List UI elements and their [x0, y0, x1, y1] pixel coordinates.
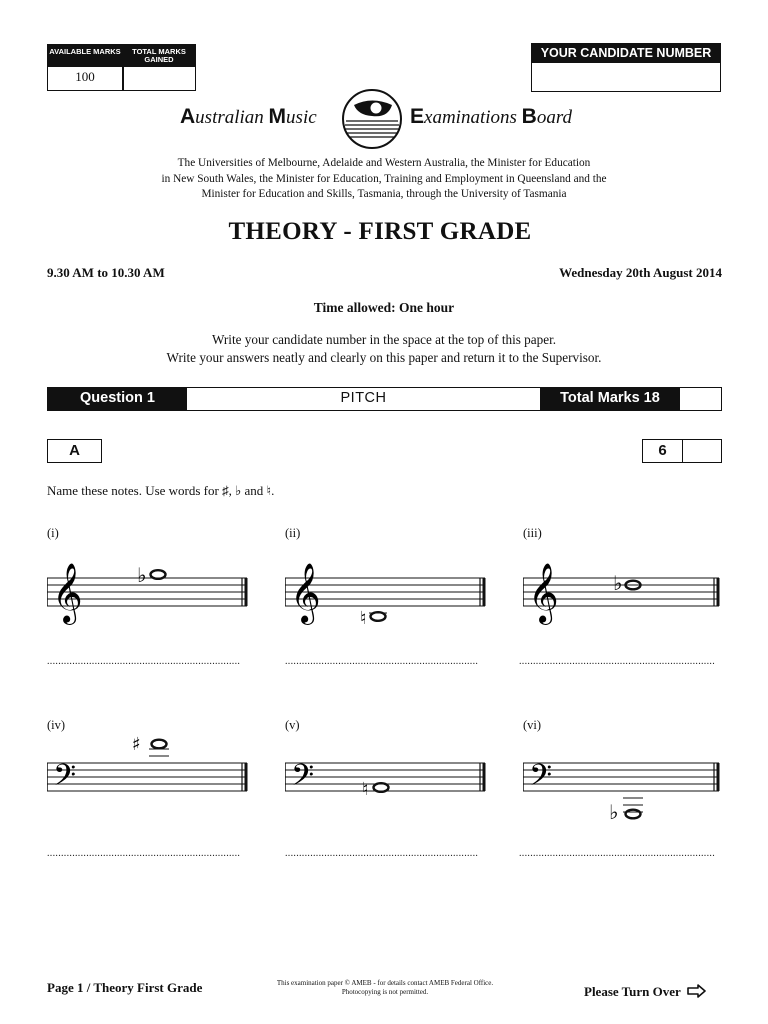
exam-date: Wednesday 20th August 2014 — [559, 265, 722, 280]
note-label-v: (v) — [285, 718, 300, 732]
question-topic: PITCH — [340, 390, 387, 406]
sharp-icon: ♯ — [132, 734, 141, 755]
total-marks-gained-label: TOTAL MARKS GAINED — [123, 45, 195, 67]
footer-page-label: Page 1 / Theory First Grade — [47, 980, 203, 995]
whole-note-icon — [152, 740, 167, 749]
flat-icon: ♭ — [609, 800, 619, 824]
ameb-logo-icon — [340, 88, 404, 150]
bass-clef-icon: 𝄢 — [53, 759, 77, 800]
answer-line-vi[interactable]: ...................................................................... — [519, 848, 715, 859]
whole-note-icon — [626, 810, 641, 819]
candidate-number-label: YOUR CANDIDATE NUMBER — [532, 44, 720, 63]
part-marks-box[interactable] — [642, 439, 722, 463]
question-total-marks: Total Marks 18 — [540, 388, 680, 410]
flat-icon: ♭ — [137, 563, 147, 587]
answer-line-ii[interactable]: ..................................................................... — [285, 656, 479, 667]
part-marks: 6 — [643, 440, 683, 462]
note-label-vi: (vi) — [523, 718, 542, 732]
available-marks-value: 100 — [75, 69, 95, 84]
part-label: A — [47, 439, 102, 463]
ameb-logo-text: Australian Music Examinations Board — [180, 105, 573, 128]
exam-title: THEORY - FIRST GRADE — [228, 218, 532, 245]
staff-vi — [523, 730, 728, 825]
staff-ii — [285, 558, 490, 633]
treble-clef-icon: 𝄞 — [528, 563, 559, 623]
please-turn-over: Please Turn Over — [584, 984, 707, 1000]
staff-iv — [47, 730, 252, 810]
treble-clef-icon: 𝄞 — [52, 563, 83, 623]
note-label-i: (i) — [47, 526, 59, 540]
flat-icon: ♭ — [613, 571, 623, 595]
part-instruction: Name these notes. Use words for ♯, ♭ and ♮. — [47, 483, 275, 498]
staff-i — [47, 558, 252, 633]
available-marks-label: AVAILABLE MARKS — [48, 45, 122, 67]
answer-line-iii[interactable]: ...................................................................... — [519, 656, 715, 667]
arrow-right-icon — [687, 984, 707, 998]
answer-line-v[interactable]: ..................................................................... — [285, 848, 479, 859]
answer-line-i[interactable]: ..................................................................... — [47, 656, 241, 667]
note-label-iii: (iii) — [523, 526, 542, 540]
bass-clef-icon: 𝄢 — [529, 759, 553, 800]
answer-line-iv[interactable]: ..................................................................... — [47, 848, 241, 859]
staff-iii — [523, 558, 728, 633]
intro-text: The Universities of Melbourne, Adelaide and Western Australia, the Minister for Education in New South Wales, the Minister for Education, Training and Employment in Queensland and the Minister for Education and Skills, Tasmania, through the University of Tasmania — [161, 157, 607, 200]
instructions: Write your candidate number in the space at the top of this paper. Write your answers neatly and clearly on this paper and return it to the Supervisor. — [166, 332, 602, 365]
natural-icon: ♮ — [362, 779, 369, 800]
note-label-ii: (ii) — [285, 526, 301, 540]
candidate-number-box[interactable] — [531, 43, 721, 92]
treble-clef-icon: 𝄞 — [290, 563, 321, 623]
footer-copyright: This examination paper © AMEB - for details contact AMEB Federal Office. Photocopying is not permitted. — [276, 979, 494, 996]
time-allowed: Time allowed: One hour — [313, 300, 455, 315]
natural-icon: ♮ — [360, 608, 367, 629]
bass-clef-icon: 𝄢 — [291, 759, 315, 800]
question-bar — [47, 387, 722, 411]
exam-time: 9.30 AM to 10.30 AM — [47, 265, 165, 280]
staff-v — [285, 730, 490, 810]
question-number: Question 1 — [48, 388, 187, 410]
marks-box — [47, 44, 196, 91]
note-label-iv: (iv) — [47, 718, 66, 732]
